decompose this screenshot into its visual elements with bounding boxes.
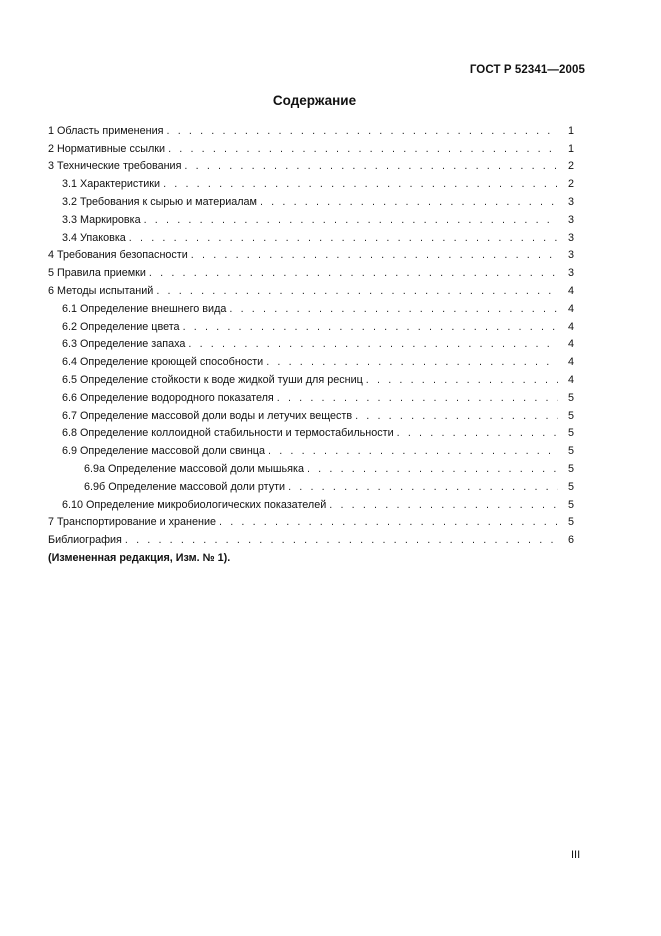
toc-entry-page: 4: [567, 373, 574, 386]
toc-entry-page: 5: [567, 427, 574, 440]
toc-dot-leader: [266, 355, 558, 369]
toc-entry[interactable]: [48, 298, 574, 316]
toc-entry-page: 2: [567, 160, 574, 173]
document-code: ГОСТ Р 52341—2005: [469, 64, 585, 76]
toc-entry-page: 5: [567, 409, 574, 422]
toc-dot-leader: [184, 159, 558, 173]
toc-entry-page: 5: [567, 516, 574, 529]
toc-entry-page: 4: [567, 302, 574, 315]
toc-dot-leader: [163, 177, 558, 191]
toc-entry-label: 3.1 Характеристики: [62, 178, 161, 191]
toc-entry-label: 6.2 Определение цвета: [62, 320, 180, 333]
toc-entry-page: 2: [567, 178, 574, 191]
toc-dot-leader: [260, 195, 558, 209]
toc-entry[interactable]: [48, 156, 574, 174]
toc-entry[interactable]: [48, 369, 574, 387]
toc-dot-leader: [229, 302, 558, 316]
page-number: III: [571, 849, 581, 861]
toc-title: Содержание: [272, 93, 357, 108]
toc-entry[interactable]: [48, 173, 574, 191]
toc-dot-leader: [268, 444, 558, 458]
toc-dot-leader: [149, 266, 558, 280]
toc-entry[interactable]: [48, 387, 574, 405]
toc-dot-leader: [125, 533, 558, 547]
toc-entry-label: 3 Технические требования: [48, 160, 182, 173]
toc-entry-label: 6.10 Определение микробиологических показателей: [62, 498, 327, 511]
toc-entry[interactable]: [48, 423, 574, 441]
toc-entry[interactable]: [48, 138, 574, 156]
toc-entry[interactable]: [48, 209, 574, 227]
toc-entry[interactable]: [48, 476, 574, 494]
toc-entry[interactable]: [48, 494, 574, 512]
toc-entry-label: 3.4 Упаковка: [62, 231, 126, 244]
toc-entry-label: 6.3 Определение запаха: [62, 338, 186, 351]
toc-dot-leader: [191, 248, 558, 262]
amendment-note: (Измененная редакция, Изм. № 1).: [48, 552, 231, 564]
toc-entry-page: 4: [567, 284, 574, 297]
table-of-contents: [48, 120, 574, 547]
toc-entry-label: 3.2 Требования к сырью и материалам: [62, 195, 257, 208]
toc-dot-leader: [144, 213, 558, 227]
toc-entry-label: 4 Требования безопасности: [48, 249, 188, 262]
toc-entry[interactable]: [48, 120, 574, 138]
toc-entry-label: 6.1 Определение внешнего вида: [62, 302, 227, 315]
toc-entry[interactable]: [48, 440, 574, 458]
toc-entry-page: 4: [567, 356, 574, 369]
toc-entry-page: 5: [567, 480, 574, 493]
toc-entry[interactable]: [48, 405, 574, 423]
toc-entry-label: 2 Нормативные ссылки: [48, 142, 166, 155]
toc-entry-page: 4: [567, 338, 574, 351]
toc-entry-label: 5 Правила приемки: [48, 267, 146, 280]
toc-entry-page: 3: [567, 249, 574, 262]
toc-entry-page: 3: [567, 231, 574, 244]
toc-entry-page: 6: [567, 534, 574, 547]
toc-entry[interactable]: [48, 512, 574, 530]
toc-dot-leader: [288, 480, 558, 494]
toc-entry-label: 6.5 Определение стойкости к воде жидкой туши для ресниц: [62, 373, 363, 386]
toc-entry[interactable]: [48, 334, 574, 352]
toc-dot-leader: [188, 337, 558, 351]
toc-entry-label: 3.3 Маркировка: [62, 213, 141, 226]
toc-dot-leader: [219, 515, 558, 529]
toc-entry-label: 6.9б Определение массовой доли ртути: [84, 480, 286, 493]
toc-entry[interactable]: [48, 280, 574, 298]
toc-entry[interactable]: [48, 191, 574, 209]
toc-entry[interactable]: [48, 227, 574, 245]
toc-entry-label: Библиография: [48, 534, 122, 547]
toc-dot-leader: [277, 391, 558, 405]
toc-entry[interactable]: [48, 529, 574, 547]
toc-dot-leader: [329, 498, 558, 512]
toc-entry-label: 6.7 Определение массовой доли воды и летучих веществ: [62, 409, 353, 422]
toc-dot-leader: [366, 373, 558, 387]
toc-entry-label: 1 Область применения: [48, 124, 164, 137]
toc-entry-page: 3: [567, 213, 574, 226]
toc-entry-label: 6.4 Определение кроющей способности: [62, 356, 264, 369]
toc-dot-leader: [156, 284, 558, 298]
toc-entry-page: 3: [567, 267, 574, 280]
toc-dot-leader: [167, 124, 559, 138]
toc-entry-page: 5: [567, 391, 574, 404]
toc-dot-leader: [355, 409, 558, 423]
toc-entry-label: 6.6 Определение водородного показателя: [62, 391, 274, 404]
toc-entry[interactable]: [48, 245, 574, 263]
toc-entry-label: 6.9 Определение массовой доли свинца: [62, 445, 265, 458]
toc-entry-label: 7 Транспортирование и хранение: [48, 516, 216, 529]
toc-entry-page: 5: [567, 445, 574, 458]
toc-entry-page: 5: [567, 462, 574, 475]
toc-dot-leader: [397, 426, 558, 440]
toc-dot-leader: [183, 320, 558, 334]
toc-entry-page: 5: [567, 498, 574, 511]
toc-dot-leader: [129, 231, 558, 245]
toc-entry[interactable]: [48, 316, 574, 334]
toc-entry-label: 6.8 Определение коллоидной стабильности и термостабильности: [62, 427, 394, 440]
toc-entry-label: 6 Методы испытаний: [48, 284, 154, 297]
toc-entry[interactable]: [48, 458, 574, 476]
toc-entry[interactable]: [48, 351, 574, 369]
toc-dot-leader: [168, 142, 558, 156]
toc-entry-page: 3: [567, 195, 574, 208]
toc-dot-leader: [307, 462, 558, 476]
toc-entry-page: 1: [567, 142, 574, 155]
toc-entry-label: 6.9а Определение массовой доли мышьяка: [84, 462, 304, 475]
toc-entry-page: 1: [567, 124, 574, 137]
toc-entry[interactable]: [48, 262, 574, 280]
toc-entry-page: 4: [567, 320, 574, 333]
